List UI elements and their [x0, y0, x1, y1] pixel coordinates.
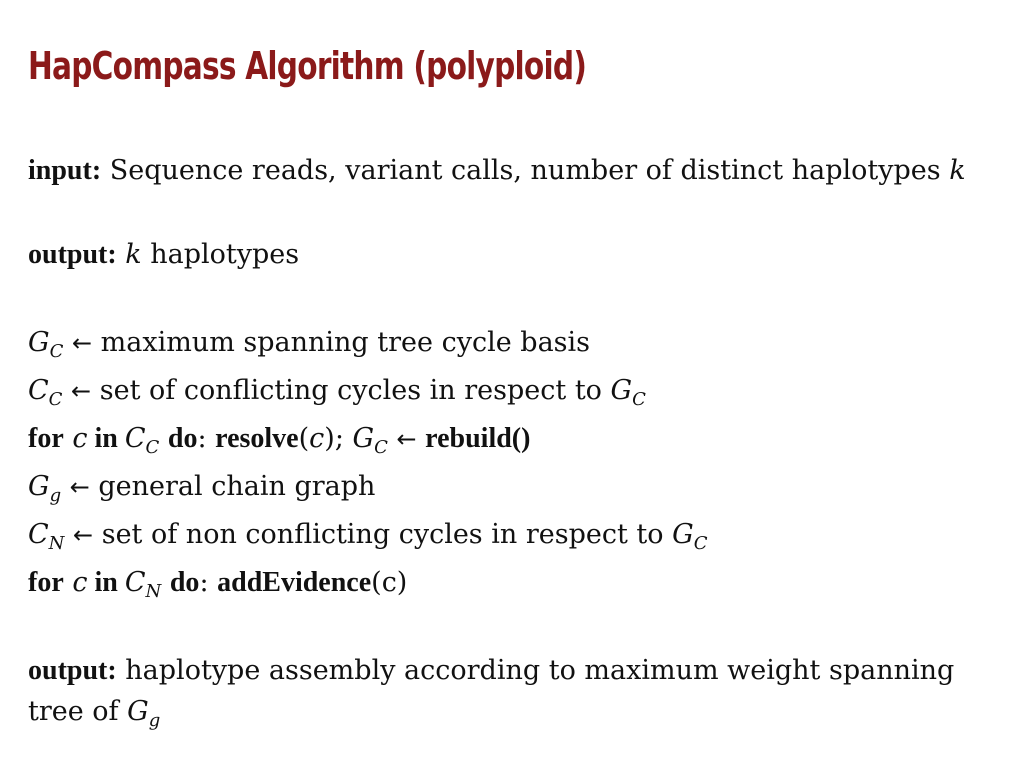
output-text: haplotypes [141, 239, 300, 270]
final-output-text: haplotype assembly according to maximum weight spanning tree of [28, 655, 955, 727]
assign-arrow-icon: ← [71, 329, 93, 357]
assign-arrow-icon: ← [73, 521, 94, 549]
input-label: input: [28, 155, 102, 186]
subscript: N [145, 581, 162, 602]
paren-close: ); [324, 423, 344, 454]
var-g: G [610, 375, 633, 406]
keyword-do: do [167, 423, 198, 454]
paren-open: ( [298, 423, 310, 454]
final-output-line [28, 650, 1003, 732]
line-text: set of conflicting cycles in respect to [91, 375, 611, 406]
var-c: C [124, 567, 146, 598]
algo-line-2 [28, 370, 1003, 418]
var-c: C [28, 519, 49, 550]
subscript: C [374, 437, 388, 458]
subscript: g [49, 485, 62, 506]
subscript: C [49, 341, 64, 362]
var-c-lower: c [72, 423, 88, 454]
function-add-evidence: addEvidence [217, 567, 372, 598]
output-label: output: [28, 239, 117, 270]
keyword-do: do [169, 567, 200, 598]
colon: : [197, 423, 216, 454]
subscript: C [632, 389, 646, 410]
algo-line-1 [28, 322, 1003, 370]
line-text: general chain graph [89, 471, 376, 502]
var-g: G [28, 327, 50, 358]
var-c-lower: c [72, 567, 88, 598]
colon: : [199, 567, 218, 598]
final-output-label: output: [28, 655, 117, 686]
var-g: G [672, 519, 694, 550]
algo-line-3 [28, 418, 1003, 466]
var-g: G [352, 423, 375, 454]
assign-arrow-icon: ← [396, 425, 417, 453]
algo-line-5 [28, 514, 1003, 562]
algorithm-body [28, 150, 1003, 732]
line-text: set of non conflicting cycles in respect to [93, 519, 673, 550]
subscript: C [145, 437, 160, 458]
var-g: G [28, 471, 50, 502]
function-resolve: resolve [215, 423, 299, 454]
keyword-in: in [87, 567, 125, 598]
var-c-lower: c [309, 423, 325, 454]
subscript: C [693, 533, 708, 554]
keyword-for: for [28, 423, 64, 454]
output-var: k [125, 239, 142, 270]
var-c: C [28, 375, 49, 406]
var-g: G [127, 696, 149, 727]
input-line [28, 150, 1003, 234]
algo-line-4 [28, 466, 1003, 514]
subscript: C [48, 389, 63, 410]
function-args: (c) [371, 567, 408, 598]
subscript: g [148, 710, 161, 731]
keyword-for: for [28, 567, 64, 598]
keyword-in: in [87, 423, 125, 454]
assign-arrow-icon: ← [69, 473, 90, 501]
assign-arrow-icon: ← [71, 377, 92, 405]
algo-line-6 [28, 562, 1003, 610]
subscript: N [48, 533, 65, 554]
output-line [28, 234, 1003, 282]
function-rebuild: rebuild() [425, 423, 531, 454]
var-c: C [124, 423, 146, 454]
slide-title: HapCompass Algorithm (polyploid) [28, 44, 587, 88]
input-text: Sequence reads, variant calls, number of distinct haplotypes [101, 155, 950, 186]
line-text: maximum spanning tree cycle basis [92, 327, 591, 358]
input-var: k [949, 155, 966, 186]
